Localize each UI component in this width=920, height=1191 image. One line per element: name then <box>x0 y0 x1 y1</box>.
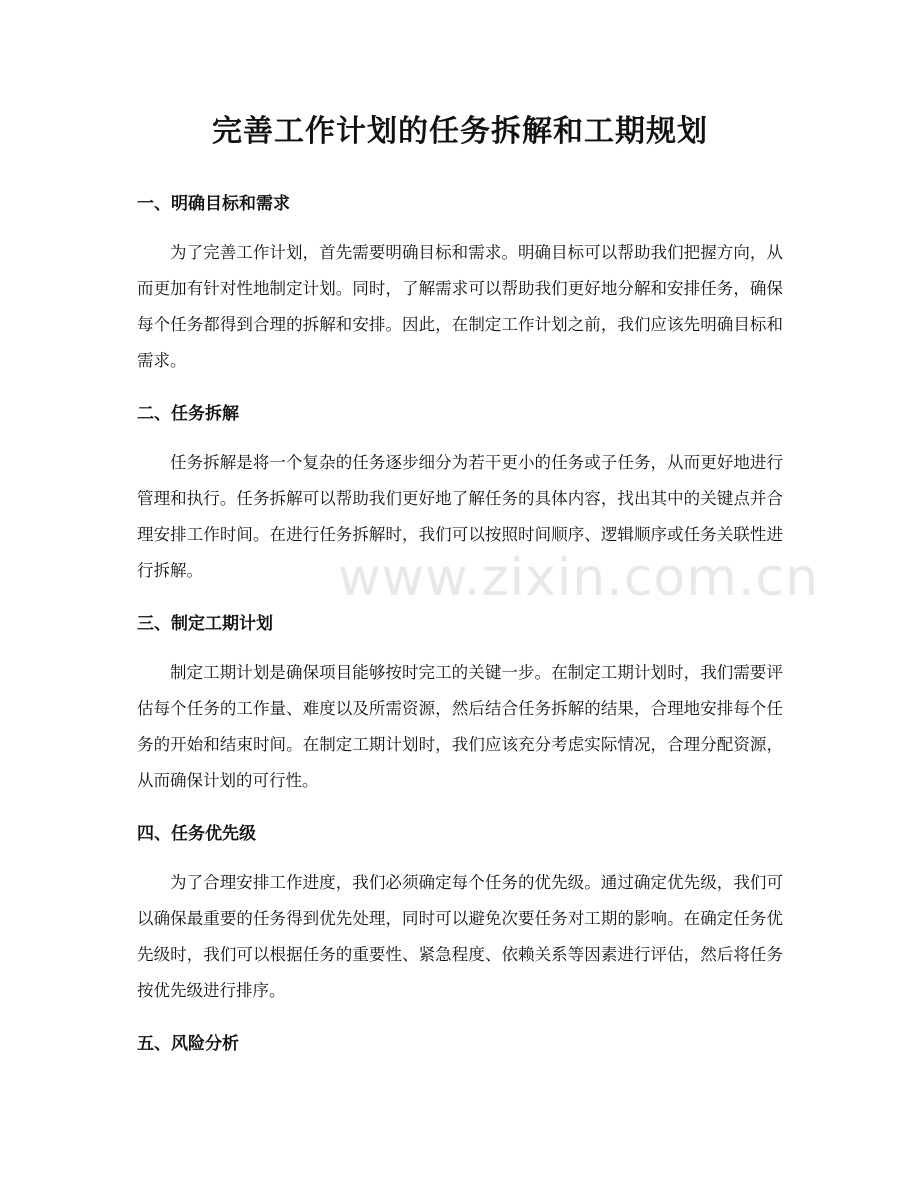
section-heading: 一、明确目标和需求 <box>137 194 290 214</box>
section-goals <box>137 189 783 379</box>
section-risk <box>137 1029 783 1059</box>
section-paragraph: 任务拆解是将一个复杂的任务逐步细分为若干更小的任务或子任务，从而更好地进行管理和执行。任务拆解可以帮助我们更好地了解任务的具体内容，找出其中的关键点并合理安排工作时间。在进行任务拆解时，我们可以按照时间顺序、逻辑顺序或任务关联性进行拆解。 <box>137 453 783 580</box>
section-heading: 四、任务优先级 <box>137 824 256 844</box>
watermark: www.zixin.com.cn <box>338 548 819 608</box>
section-task-breakdown <box>137 399 783 589</box>
section-priority <box>137 819 783 1009</box>
section-heading: 二、任务拆解 <box>137 404 239 424</box>
section-paragraph: 为了完善工作计划，首先需要明确目标和需求。明确目标可以帮助我们把握方向，从而更加有针对性地制定计划。同时，了解需求可以帮助我们更好地分解和安排任务，确保每个任务都得到合理的拆解和安排。因此，在制定工作计划之前，我们应该先明确目标和需求。 <box>137 243 783 370</box>
document-title: 完善工作计划的任务拆解和工期规划 <box>212 114 708 149</box>
section-heading: 五、风险分析 <box>137 1034 239 1054</box>
section-heading: 三、制定工期计划 <box>137 614 273 634</box>
section-paragraph: 制定工期计划是确保项目能够按时完工的关键一步。在制定工期计划时，我们需要评估每个任务的工作量、难度以及所需资源，然后结合任务拆解的结果，合理地安排每个任务的开始和结束时间。在制定工期计划时，我们应该充分考虑实际情况，合理分配资源，从而确保计划的可行性。 <box>137 663 783 790</box>
section-paragraph: 为了合理安排工作进度，我们必须确定每个任务的优先级。通过确定优先级，我们可以确保最重要的任务得到优先处理，同时可以避免次要任务对工期的影响。在确定任务优先级时，我们可以根据任务的重要性、紧急程度、依赖关系等因素进行评估，然后将任务按优先级进行排序。 <box>137 873 783 1000</box>
section-schedule <box>137 609 783 799</box>
